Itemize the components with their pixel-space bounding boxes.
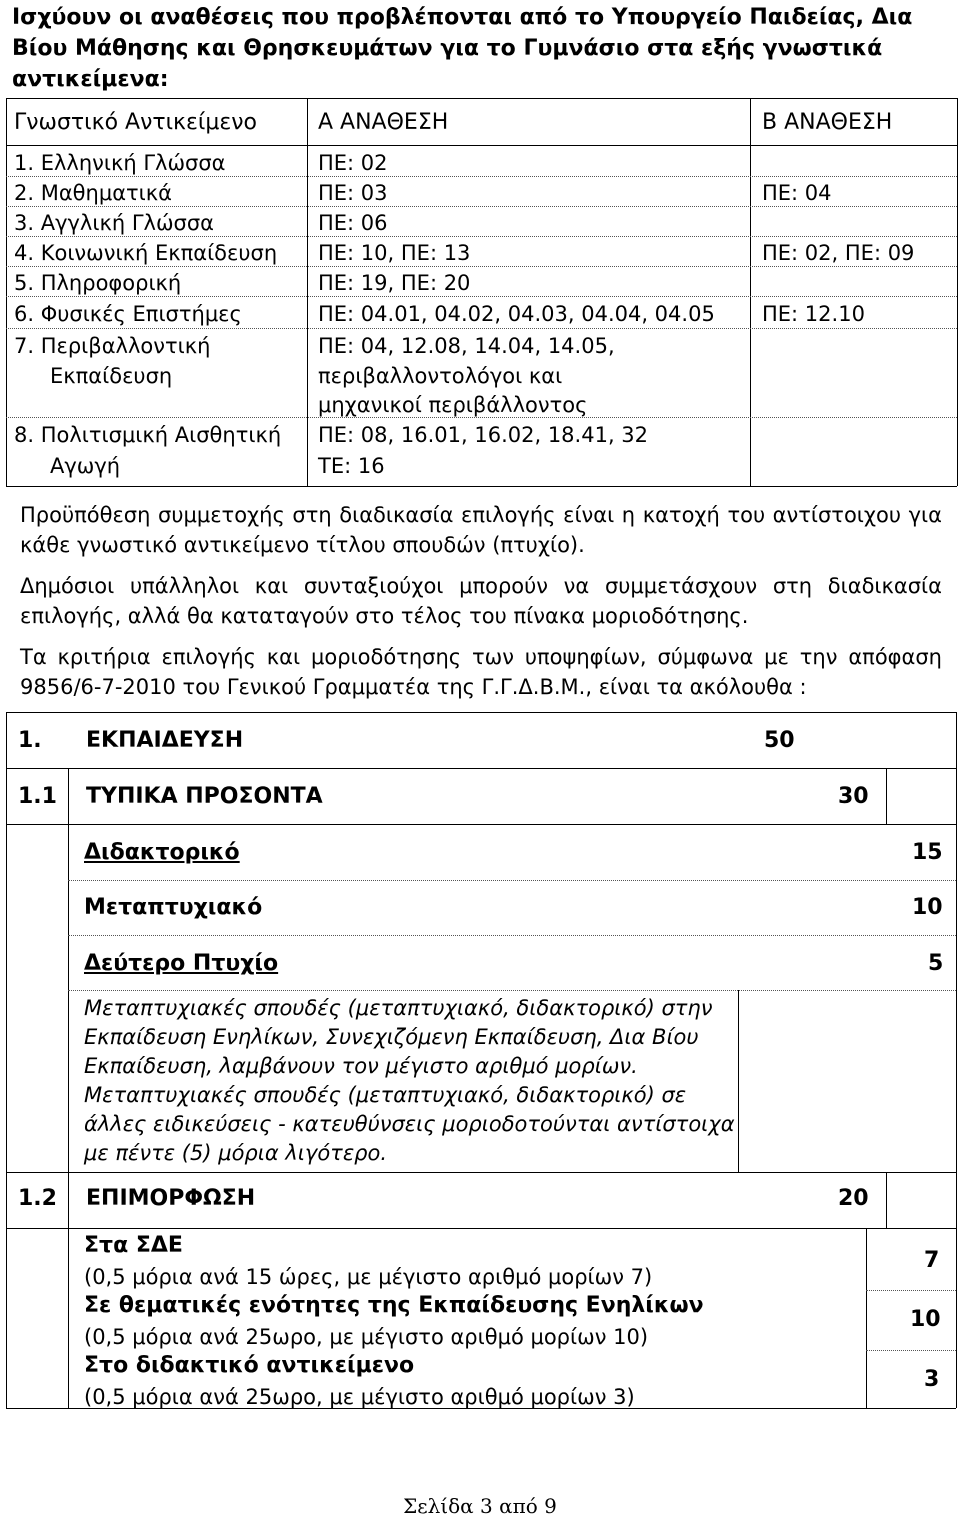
row-6-subject: 6. Φυσικές Επιστήμες — [14, 302, 242, 326]
note-line-2: Εκπαίδευση Ενηλίκων, Συνεχιζόμενη Εκπαίδευση, Δια Βίου — [84, 1025, 699, 1049]
phd-points: 15 — [912, 840, 943, 865]
row-2-subject: 2. Μαθηματικά — [14, 181, 173, 205]
row-7-subject-line2: Εκπαίδευση — [50, 364, 173, 388]
note-line-5: άλλες ειδικεύσεις - κατευθύνσεις μοριοδοτούνται αντίστοιχα — [84, 1112, 735, 1136]
row-4-b: ΠΕ: 02, ΠΕ: 09 — [762, 241, 915, 265]
adult-ed-detail: (0,5 μόρια ανά 25ωρο, με μέγιστο αριθμό μορίων 10) — [84, 1325, 649, 1349]
page-number-footer: Σελίδα 3 από 9 — [403, 1494, 557, 1518]
masters-points: 10 — [912, 895, 943, 920]
row-2-b: ΠΕ: 04 — [762, 181, 832, 205]
second-degree-label: Δεύτερο Πτυχίο — [84, 951, 279, 976]
formal-label: ΤΥΠΙΚΑ ΠΡΟΣΟΝΤΑ — [86, 784, 323, 809]
formal-number: 1.1 — [18, 784, 57, 809]
training-points: 20 — [838, 1186, 869, 1211]
masters-label: Μεταπτυχιακό — [84, 895, 263, 920]
row-2-a: ΠΕ: 03 — [318, 181, 388, 205]
phd-label: Διδακτορικό — [84, 840, 240, 865]
requirement-paragraph: Προϋπόθεση συμμετοχής στη διαδικασία επιλογής είναι η κατοχή του αντίστοιχου για κάθε γνωστικό αντικείμενο τίτλου σπουδών (πτυχίο). — [20, 503, 942, 557]
subject-training-detail: (0,5 μόρια ανά 25ωρο, με μέγιστο αριθμό μορίων 3) — [84, 1385, 635, 1409]
intro-heading: Ισχύουν οι αναθέσεις που προβλέπονται από το Υπουργείο Παιδείας, Δια Βίου Μάθησης και Θρησκευμάτων για το Γυμνάσιο στα εξής γνωστικά αντικείμενα: — [12, 5, 913, 92]
header-subject: Γνωστικό Αντικείμενο — [14, 110, 257, 135]
row-8-a-line1: ΠΕ: 08, 16.01, 16.02, 18.41, 32 — [318, 423, 649, 447]
training-number: 1.2 — [18, 1186, 57, 1211]
education-points: 50 — [764, 728, 795, 753]
row-6-a: ΠΕ: 04.01, 04.02, 04.03, 04.04, 04.05 — [318, 302, 715, 326]
note-line-1: Μεταπτυχιακές σπουδές (μεταπτυχιακό, διδακτορικό) στην — [84, 996, 713, 1020]
row-8-subject-line1: 8. Πολιτισμική Αισθητική — [14, 423, 282, 447]
header-a-assignment: Α ΑΝΑΘΕΣΗ — [318, 110, 449, 135]
formal-points: 30 — [838, 784, 869, 809]
row-3-subject: 3. Αγγλική Γλώσσα — [14, 211, 215, 235]
row-5-a: ΠΕ: 19, ΠΕ: 20 — [318, 271, 471, 295]
row-1-a: ΠΕ: 02 — [318, 151, 388, 175]
training-label: ΕΠΙΜΟΡΦΩΣΗ — [86, 1186, 256, 1211]
civil-servants-paragraph: Δημόσιοι υπάλληλοι και συνταξιούχοι μπορούν να συμμετάσχουν στη διαδικασία επιλογής, αλλά θα καταταγούν στο τέλος του πίνακα μοριοδότησης. — [20, 574, 942, 628]
subject-training-points: 3 — [924, 1367, 940, 1392]
second-degree-points: 5 — [928, 951, 944, 976]
sde-points: 7 — [924, 1248, 940, 1273]
criteria-intro-paragraph: Τα κριτήρια επιλογής και μοριοδότησης των υποψηφίων, σύμφωνα με την απόφαση 9856/6-7-2010 του Γενικού Γραμματέα της Γ.Γ.Δ.Β.Μ., είναι τα ακόλουθα : — [20, 645, 942, 699]
note-line-3: Εκπαίδευση, λαμβάνουν τον μέγιστο αριθμό μορίων. — [84, 1054, 638, 1078]
row-4-a: ΠΕ: 10, ΠΕ: 13 — [318, 241, 471, 265]
subject-training-label: Στο διδακτικό αντικείμενο — [84, 1353, 415, 1378]
row-7-a-line2: περιβαλλοντολόγοι και — [318, 364, 563, 388]
row-7-subject-line1: 7. Περιβαλλοντική — [14, 334, 211, 358]
education-number: 1. — [18, 728, 42, 753]
row-8-a-line2: ΤΕ: 16 — [318, 454, 385, 478]
row-3-a: ΠΕ: 06 — [318, 211, 388, 235]
row-7-a-line1: ΠΕ: 04, 12.08, 14.04, 14.05, — [318, 334, 615, 358]
row-6-b: ΠΕ: 12.10 — [762, 302, 865, 326]
education-label: ΕΚΠΑΙΔΕΥΣΗ — [86, 728, 244, 753]
sde-label: Στα ΣΔΕ — [84, 1233, 183, 1258]
sde-detail: (0,5 μόρια ανά 15 ώρες, με μέγιστο αριθμό μορίων 7) — [84, 1265, 653, 1289]
row-7-a-line3: μηχανικοί περιβάλλοντος — [318, 393, 588, 417]
adult-ed-label: Σε θεματικές ενότητες της Εκπαίδευσης Ενηλίκων — [84, 1293, 704, 1318]
row-5-subject: 5. Πληροφορική — [14, 271, 182, 295]
row-8-subject-line2: Αγωγή — [50, 454, 121, 478]
note-line-4: Μεταπτυχιακές σπουδές (μεταπτυχιακό, διδακτορικό) σε — [84, 1083, 687, 1107]
adult-ed-points: 10 — [910, 1307, 941, 1332]
row-4-subject: 4. Κοινωνική Εκπαίδευση — [14, 241, 278, 265]
note-line-6: με πέντε (5) μόρια λιγότερο. — [84, 1141, 388, 1165]
row-1-subject: 1. Ελληνική Γλώσσα — [14, 151, 226, 175]
header-b-assignment: Β ΑΝΑΘΕΣΗ — [762, 110, 893, 135]
